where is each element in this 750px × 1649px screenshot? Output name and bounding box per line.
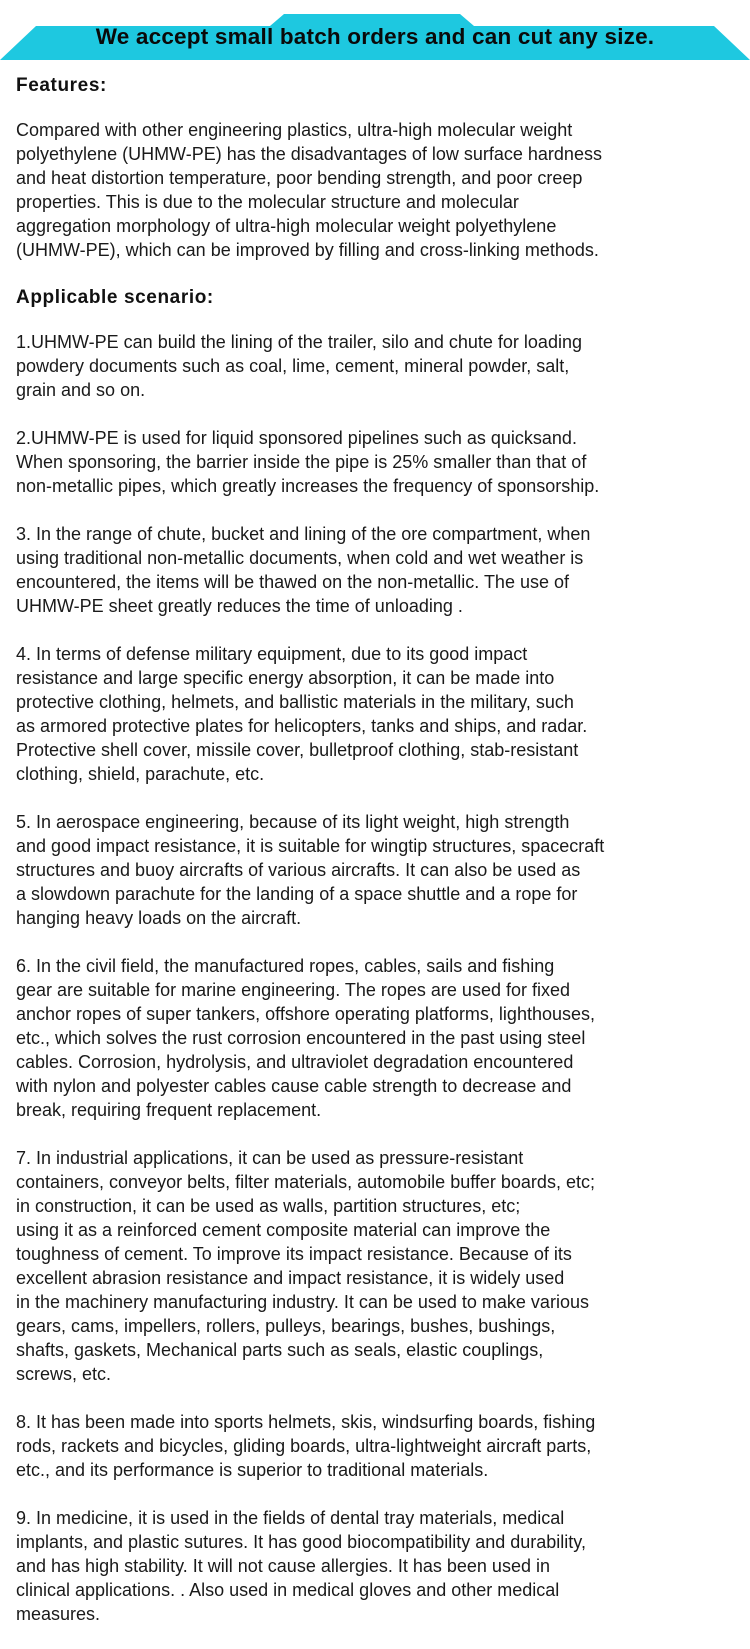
scenario-item-4: 4. In terms of defense military equipment, due to its good impact resistance and large specific energy absorption, it can be made into protective clothing, helmets, and ballistic materials in the military, such as armored protective plates for helicopters, tanks and ships, and radar. Protective shell cover, missile cover, bulletproof clothing, stab-resistant clothing, shield, parachute, etc. (16, 644, 588, 784)
scenario-item-8: 8. It has been made into sports helmets, skis, windsurfing boards, fishing rods, rackets and bicycles, gliding boards, ultra-lightweight aircraft parts, etc., and its performance is superior to traditional materials. (16, 1412, 596, 1480)
scenario-item-3: 3. In the range of chute, bucket and lining of the ore compartment, when using traditional non-metallic documents, when cold and wet weather is encountered, the items will be thawed on the non-metallic. The use of UHMW-PE sheet greatly reduces the time of unloading . (16, 524, 591, 616)
scenario-item-5: 5. In aerospace engineering, because of its light weight, high strength and good impact resistance, it is suitable for wingtip structures, spacecraft structures and buoy aircrafts of various aircrafts. It can also be used as a slowdown parachute for the landing of a space shuttle and a rope for hanging heavy loads on the aircraft. (16, 812, 605, 928)
scenario-item-2: 2.UHMW-PE is used for liquid sponsored pipelines such as quicksand. When sponsoring, the barrier inside the pipe is 25% smaller than that of non-metallic pipes, which greatly increases the frequency of sponsorship. (16, 428, 600, 496)
scenario-item-9: 9. In medicine, it is used in the fields of dental tray materials, medical implants, and plastic sutures. It has good biocompatibility and durability, and has high stability. It will not cause allergies. It has been used in clinical applications. . Also used in medical gloves and other medical measures. (16, 1508, 586, 1624)
description-content (16, 70, 742, 1626)
top-banner (0, 14, 750, 60)
scenario-heading: Applicable scenario: (16, 287, 214, 308)
scenario-item-7: 7. In industrial applications, it can be used as pressure-resistant containers, conveyor belts, filter materials, automobile buffer boards, etc; in construction, it can be used as walls, partition structures, etc; using it as a reinforced cement composite material can improve the toughness of cement. To improve its impact resistance. Because of its excellent abrasion resistance and impact resistance, it is widely used in the machinery manufacturing industry. It can be used to make various gears, cams, impellers, rollers, pulleys, bearings, bushes, bushings, shafts, gaskets, Mechanical parts such as seals, elastic couplings, screws, etc. (16, 1148, 595, 1384)
scenario-item-6: 6. In the civil field, the manufactured ropes, cables, sails and fishing gear are suitable for marine engineering. The ropes are used for fixed anchor ropes of super tankers, offshore operating platforms, lighthouses, etc., which solves the rust corrosion encountered in the past using steel cables. Corrosion, hydrolysis, and ultraviolet degradation encountered with nylon and polyester cables cause cable strength to decrease and break, requiring frequent replacement. (16, 956, 595, 1120)
scenario-item-1: 1.UHMW-PE can build the lining of the trailer, silo and chute for loading powdery documents such as coal, lime, cement, mineral powder, salt, grain and so on. (16, 332, 582, 400)
features-heading: Features: (16, 75, 107, 96)
features-paragraph: Compared with other engineering plastics, ultra-high molecular weight polyethylene (UHMW-PE) has the disadvantages of low surface hardness and heat distortion temperature, poor bending strength, and poor creep properties. This is due to the molecular structure and molecular aggregation morphology of ultra-high molecular weight polyethylene (UHMW-PE), which can be improved by filling and cross-linking methods. (16, 120, 602, 260)
banner-title: We accept small batch orders and can cut any size. (95, 24, 655, 49)
